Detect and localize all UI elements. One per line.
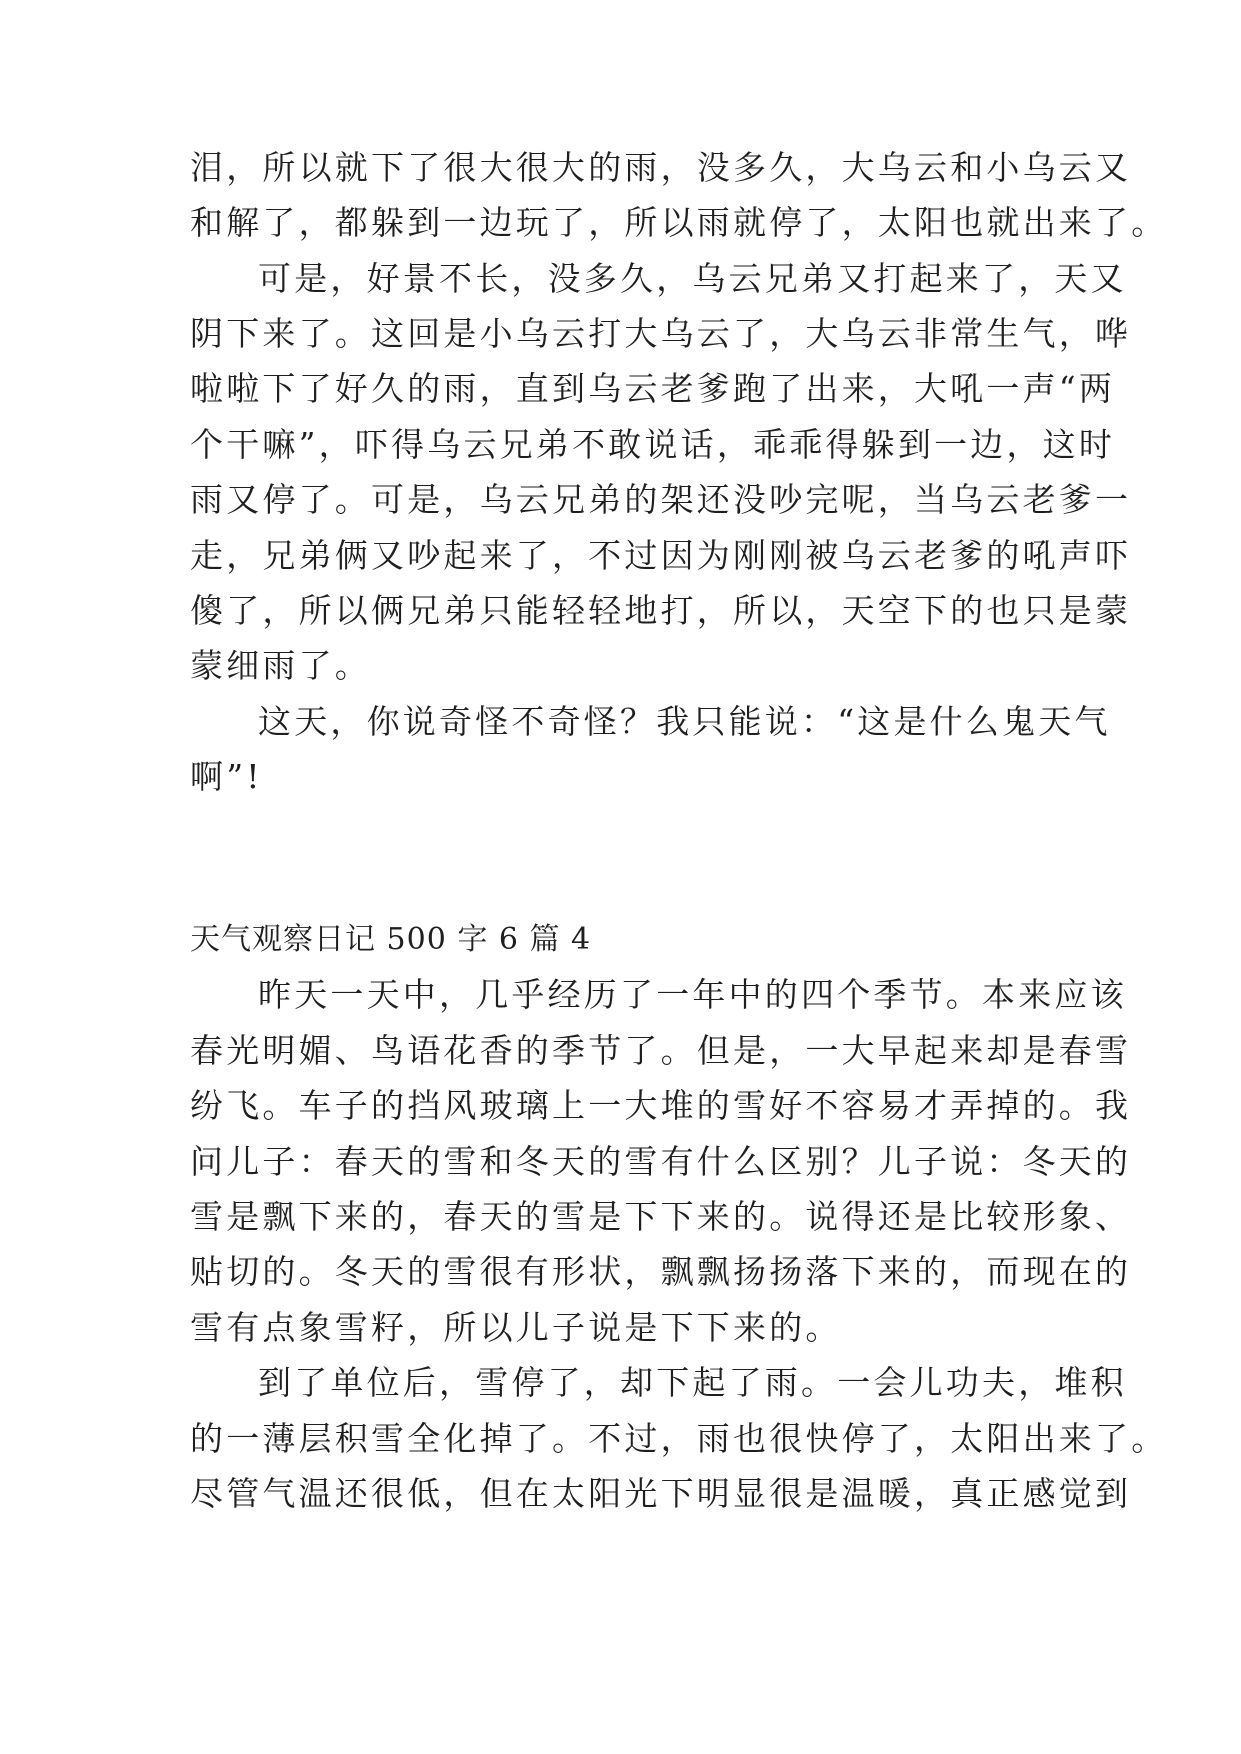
section-heading: 天气观察日记 500 字 6 篇 4	[190, 922, 592, 957]
text-line: 可是，好景不长，没多久，乌云兄弟又打起来了，天又	[258, 259, 1127, 298]
text-line: 走，兄弟俩又吵起来了，不过因为刚刚被乌云老爹的吼声吓	[190, 536, 1132, 575]
text-line: 雪有点象雪籽，所以儿子说是下下来的。	[190, 1308, 842, 1347]
text-line: 蒙细雨了。	[190, 646, 371, 685]
text-line: 啦啦下了好久的雨，直到乌云老爹跑了出来，大吼一声“两	[190, 369, 1116, 408]
text-line: 昨天一天中，几乎经历了一年中的四个季节。本来应该	[258, 975, 1127, 1014]
text-line: 傻了，所以俩兄弟只能轻轻地打，所以，天空下的也只是蒙	[190, 591, 1132, 630]
text-line: 和解了，都躲到一边玩了，所以雨就停了，太阳也就出来了。	[190, 203, 1168, 242]
text-line: 纷飞。车子的挡风玻璃上一大堆的雪好不容易才弄掉的。我	[190, 1086, 1132, 1125]
text-line: 贴切的。冬天的雪很有形状，飘飘扬扬落下来的，而现在的	[190, 1252, 1132, 1291]
text-line: 尽管气温还很低，但在太阳光下明显很是温暖，真正感觉到	[190, 1474, 1132, 1513]
text-line: 春光明媚、鸟语花香的季节了。但是，一大早起来却是春雪	[190, 1031, 1132, 1070]
text-line: 的一薄层积雪全化掉了。不过，雨也很快停了，太阳出来了。	[190, 1419, 1168, 1458]
text-line: 啊”!	[190, 757, 263, 796]
text-line: 泪，所以就下了很大很大的雨，没多久，大乌云和小乌云又	[190, 148, 1132, 187]
text-line: 这天，你说奇怪不奇怪？我只能说：“这是什么鬼天气	[258, 702, 1111, 741]
text-line: 阴下来了。这回是小乌云打大乌云了，大乌云非常生气，哗	[190, 314, 1132, 353]
text-line: 雪是飘下来的，春天的雪是下下来的。说得还是比较形象、	[190, 1197, 1132, 1236]
text-line: 雨又停了。可是，乌云兄弟的架还没吵完呢，当乌云老爹一	[190, 480, 1132, 519]
text-line: 到了单位后，雪停了，却下起了雨。一会儿功夫，堆积	[258, 1363, 1127, 1402]
text-line: 问儿子：春天的雪和冬天的雪有什么区别？儿子说：冬天的	[190, 1142, 1132, 1181]
text-line: 个干嘛”，吓得乌云兄弟不敢说话，乖乖得躲到一边，这时	[190, 425, 1116, 464]
